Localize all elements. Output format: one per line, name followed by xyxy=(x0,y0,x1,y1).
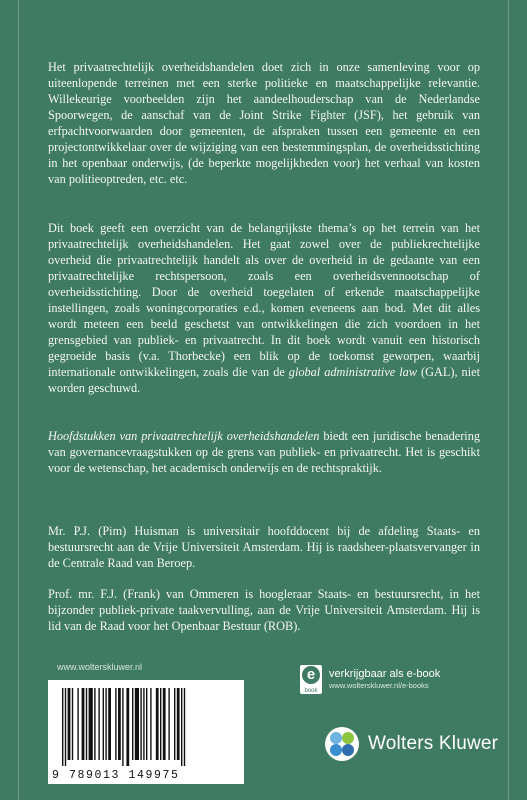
publisher-name: Wolters Kluwer xyxy=(368,733,499,754)
blurb-text-2-italic: global administrative law xyxy=(288,365,418,379)
barcode-bar xyxy=(108,688,111,760)
barcode-bar xyxy=(181,688,182,766)
publisher-logo xyxy=(324,726,498,762)
ebook-badge xyxy=(300,663,440,695)
barcode-bar xyxy=(146,688,147,760)
ebook-url: www.wolterskluwer.nl/e-books xyxy=(329,680,429,690)
barcode-bar xyxy=(89,688,93,760)
author-bio-huisman xyxy=(48,523,480,571)
barcode-bar xyxy=(163,688,166,760)
blurb-text-3: biedt een juridische benadering van governancevraagstukken op de grens van publiek- en privaatrecht. Het is geschikt voor de wetenschap, het academisch onderwijs en de rechtspraktijk. xyxy=(48,429,481,475)
ebook-icon-letter: e xyxy=(302,666,320,684)
blurb-text-2b: (GAL), niet worden geschuwd. xyxy=(48,365,480,395)
barcode-bar xyxy=(82,688,85,760)
author-bio-ommeren xyxy=(48,586,480,634)
barcode-bar xyxy=(168,688,169,760)
barcode-bars xyxy=(60,688,232,768)
blurb-paragraph-3 xyxy=(48,428,480,476)
bio-text-huisman: Mr. P.J. (Pim) Huisman is universitair hoofddocent bij de afdeling Staats- en bestuursrecht aan de Vrije Universiteit Amsterdam. Hij is raadsheer-plaatsvervanger in de Centrale Raad van Beroep. xyxy=(48,524,480,570)
barcode-bar xyxy=(65,688,66,766)
ebook-icon xyxy=(300,665,322,694)
barcode xyxy=(48,680,244,784)
barcode-bar xyxy=(94,688,95,760)
barcode-bar xyxy=(135,688,139,760)
barcode-bar xyxy=(115,688,116,760)
blurb-text-1: Het privaatrechtelijk overheidshandelen doet zich in onze samenleving voor op uiteenlopende terreinen met een sterke politieke en maatschappelijke relevantie. Willekeurige voorbeelden zijn het aandeelhouderschap van de Nederlandse Spoorwegen, de aanschaf van de Joint Strike Fighter (JSF), het gebruik van erfpachtvoorwaarden door gemeenten, de afspraken tussen een gemeente en een projectontwikkelaar over de wijziging van een bestemmingsplan, de overheidsstichting in het openbaar onderwijs, (de beperkte mogelijkheden voor) het verhaal van kosten van politieoptreden, etc. etc. xyxy=(48,60,480,186)
blurb-paragraph-1 xyxy=(48,59,480,187)
book-title-italic: Hoofdstukken van privaatrechtelijk overheidshandelen xyxy=(48,429,320,443)
website-url: www.wolterskluwer.nl xyxy=(57,662,143,672)
ebook-icon-label: book xyxy=(304,687,318,694)
blurb-text-2a: Dit boek geeft een overzicht van de belangrijkste thema’s op het terrein van het privaatrechtelijk overheidshandelen. Het gaat zowel over de publiekrechtelijke overheid die privaatrechtelijk handelt als over de overheid in de gedaante van een privaatrechtelijke rechtspersoon, zoals een overheidsvennootschap of overheidsstichting. Door de overheid toegelaten of erkende maatschappelijke instellingen, zoals woningcorporaties e.d., komen eveneens aan bod. Met dit alles wordt meteen een beeld geschetst van ontwikkelingen die zich voordoen in het grensgebied van publiek- en privaatrecht. In dit boek wordt vanuit een historisch gegroeide basis (v.a. Thorbecke) een blik op de toekomst geworpen, waarbij internationale ontwikkelingen, zoals die van de xyxy=(48,221,480,379)
barcode-bar xyxy=(68,688,71,760)
barcode-bar xyxy=(77,688,78,760)
barcode-bar xyxy=(184,688,185,766)
barcode-bar xyxy=(160,688,161,760)
barcode-bar xyxy=(143,688,144,760)
blurb-paragraph-2 xyxy=(48,220,480,396)
barcode-bar xyxy=(126,688,129,766)
barcode-bar xyxy=(105,688,106,760)
barcode-bar xyxy=(177,688,180,760)
ebook-availability: verkrijgbaar als e-book xyxy=(329,667,441,680)
barcode-bar xyxy=(86,688,87,760)
bio-text-ommeren: Prof. mr. F.J. (Frank) van Ommeren is hoogleraar Staats- en bestuursrecht, in het bijzonder publiek-private taakvervulling, aan de Vrije Universiteit Amsterdam. Hij is lid van de Raad voor het Openbaar Bestuur (ROB). xyxy=(48,587,480,633)
ebook-text xyxy=(329,668,440,691)
barcode-bar xyxy=(62,688,63,766)
wolters-kluwer-logo-icon xyxy=(324,726,360,762)
barcode-bar xyxy=(98,688,99,760)
barcode-digits: 9 789013 149975 xyxy=(52,769,180,782)
barcode-bar xyxy=(122,688,123,766)
barcode-bar xyxy=(132,688,133,760)
barcode-bar xyxy=(118,688,121,760)
barcode-bar xyxy=(174,688,175,760)
barcode-bar xyxy=(103,688,104,760)
barcode-bar xyxy=(140,688,141,760)
barcode-bar xyxy=(156,688,159,760)
barcode-bar xyxy=(72,688,73,760)
barcode-bar xyxy=(150,688,151,760)
